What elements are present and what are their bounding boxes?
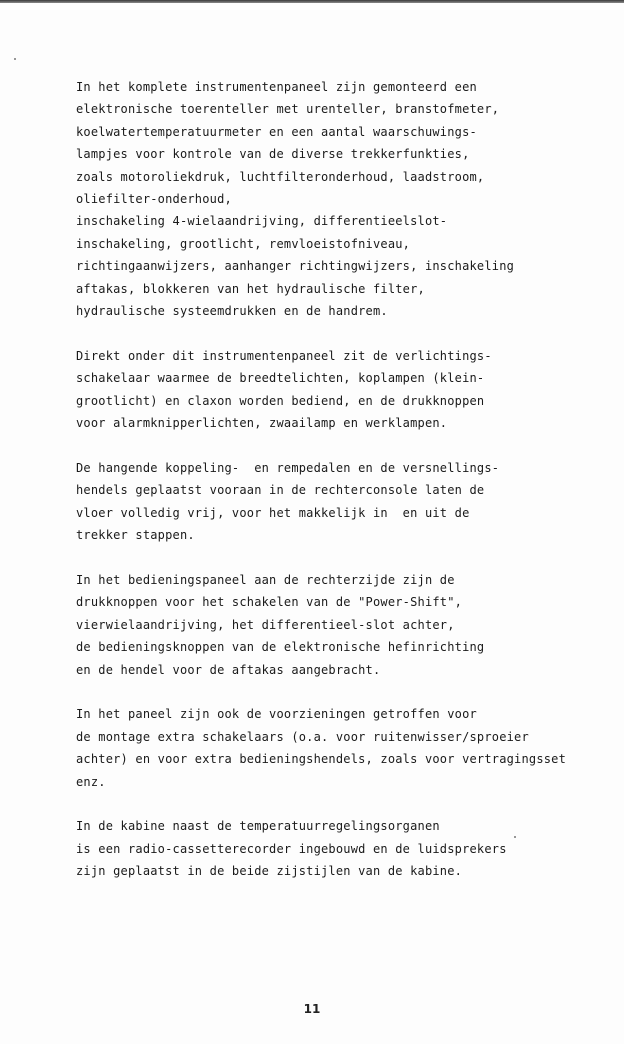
text-line: trekker stappen. <box>76 528 195 543</box>
text-line: enz. <box>76 774 106 789</box>
paragraph <box>76 76 586 322</box>
paragraph <box>76 345 586 435</box>
text-line: zoals motoroliekdruk, luchtfilteronderhoud, laadstroom, <box>76 169 485 184</box>
paragraph <box>76 457 586 547</box>
text-line: hydraulische systeemdrukken en de handrem. <box>76 304 388 319</box>
text-line: In de kabine naast de temperatuurregelingsorganen <box>76 819 440 834</box>
text-line: In het komplete instrumentenpaneel zijn gemonteerd een <box>76 80 477 94</box>
text-line: inschakeling, grootlicht, remvloeistofniveau, <box>76 236 411 251</box>
paragraph <box>76 703 586 793</box>
text-line: oliefilter-onderhoud, <box>76 192 232 207</box>
text-line: Direkt onder dit instrumentenpaneel zit de verlichtings- <box>76 348 492 363</box>
text-line: koelwatertemperatuurmeter en een aantal waarschuwings- <box>76 124 477 139</box>
page-number: 11 <box>303 1002 321 1016</box>
text-line: In het bedieningspaneel aan de rechterzijde zijn de <box>76 572 455 587</box>
text-line: drukknoppen voor het schakelen van de "Power-Shift", <box>76 595 463 610</box>
paragraph <box>76 569 586 681</box>
scan-speck <box>14 58 16 60</box>
text-line: De hangende koppeling- en rempedalen en de versnellings- <box>76 460 500 475</box>
text-line: de montage extra schakelaars (o.a. voor ruitenwisser/sproeier <box>76 729 529 744</box>
body-text <box>76 76 586 905</box>
page-top-edge <box>0 0 624 3</box>
text-line: achter) en voor extra bedieningshendels, zoals voor vertragingsset <box>76 752 567 767</box>
text-line: lampjes voor kontrole van de diverse trekkerfunkties, <box>76 147 470 162</box>
text-line: zijn geplaatst in de beide zijstijlen van de kabine. <box>76 864 463 879</box>
text-line: de bedieningsknoppen van de elektronische hefinrichting <box>76 640 485 655</box>
text-line: vloer volledig vrij, voor het makkelijk in en uit de <box>76 505 470 520</box>
text-line: grootlicht) en claxon worden bediend, en de drukknoppen <box>76 393 485 408</box>
text-line: richtingaanwijzers, aanhanger richtingwijzers, inschakeling <box>76 259 515 274</box>
text-line: en de hendel voor de aftakas aangebracht. <box>76 662 381 677</box>
text-line: In het paneel zijn ook de voorzieningen getroffen voor <box>76 707 477 722</box>
text-line: inschakeling 4-wielaandrijving, differentieelslot- <box>76 214 448 229</box>
text-line: vierwielaandrijving, het differentieel-slot achter, <box>76 617 455 632</box>
text-line: elektronische toerenteller met urenteller, branstofmeter, <box>76 102 500 117</box>
text-line: voor alarmknipperlichten, zwaailamp en werklampen. <box>76 416 448 431</box>
text-line: schakelaar waarmee de breedtelichten, koplampen (klein- <box>76 371 485 386</box>
paragraph <box>76 815 586 882</box>
text-line: is een radio-cassetterecorder ingebouwd en de luidsprekers <box>76 841 507 856</box>
text-line: hendels geplaatst vooraan in de rechterconsole laten de <box>76 483 485 498</box>
text-line: aftakas, blokkeren van het hydraulische filter, <box>76 281 425 296</box>
